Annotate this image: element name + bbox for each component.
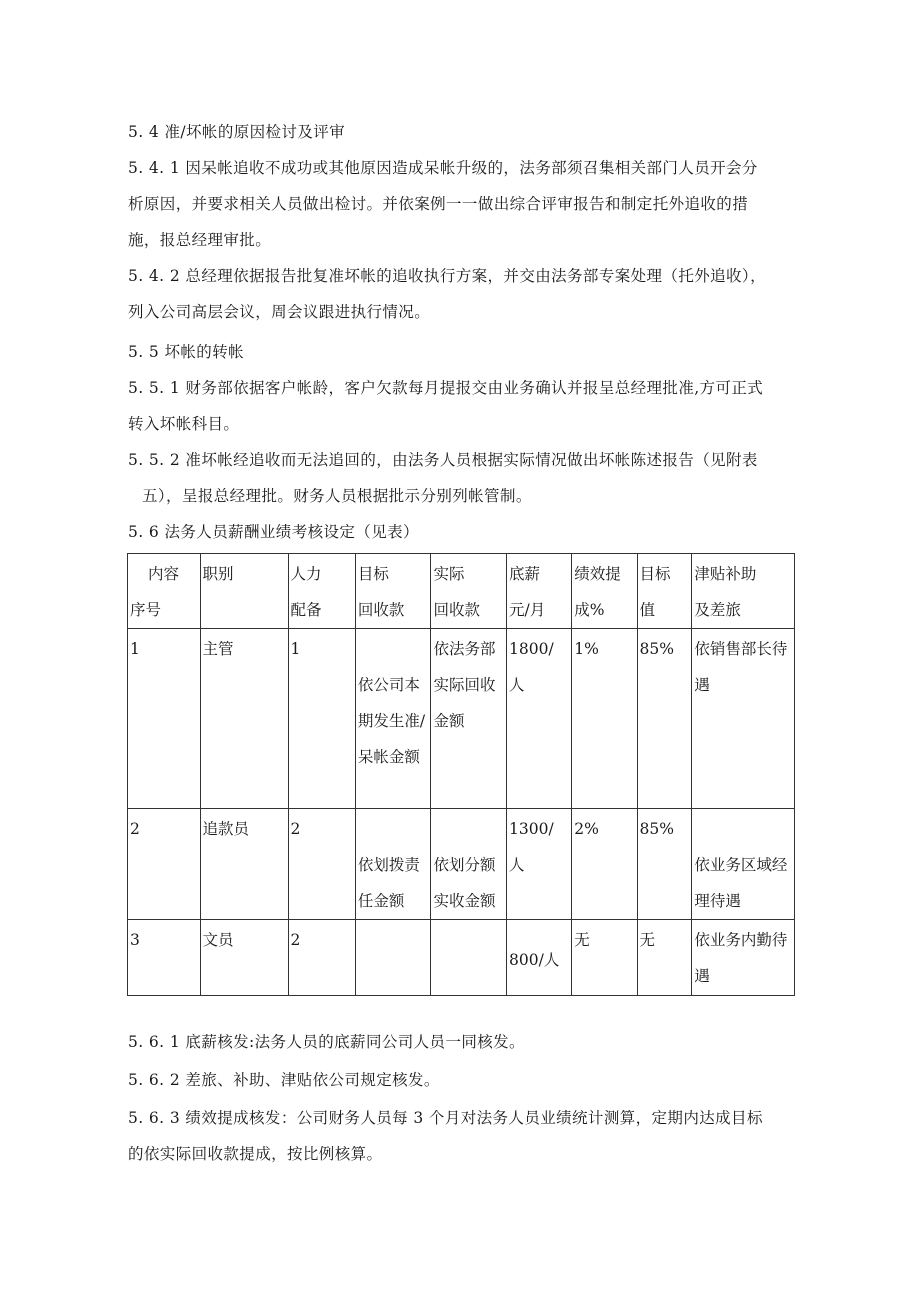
row2-salary-line1: 1300/ — [509, 820, 554, 838]
row1-salary-cell — [507, 629, 572, 809]
row3-salary-line1: 800/人 — [509, 951, 560, 969]
row3-goal: 无 — [637, 920, 692, 996]
header-perf-line2: 成% — [574, 601, 605, 619]
section-5-6-title: 5. 6 法务人员薪酬业绩考核设定（见表） — [128, 523, 419, 541]
header-staff-line1: 人力 — [290, 565, 322, 583]
row2-actual: 依划分额实收金额 — [433, 856, 496, 910]
section-5-5-2-line2: 五），呈报总经理批。财务人员根据批示分别列帐管制。 — [142, 487, 532, 505]
row1-performance: 1% — [572, 629, 637, 809]
table-row — [128, 920, 795, 996]
header-goal-line1: 目标 — [639, 565, 671, 583]
section-5-4-1-line2: 析原因，并要求相关人员做出检讨。并依案例一一做出综合评审报告和制定托外追收的措 — [128, 195, 749, 213]
compensation-table — [127, 553, 795, 996]
row1-target-cell — [355, 629, 431, 809]
section-5-4-2-line2: 列入公司高层会议，周会议跟进执行情况。 — [128, 303, 431, 321]
row2-actual-cell — [431, 809, 507, 920]
header-allow-line2: 及差旅 — [694, 601, 741, 619]
row2-target: 依划拨责任金额 — [357, 856, 420, 910]
section-5-6-2: 5. 6. 2 差旅、补助、津贴依公司规定核发。 — [128, 1071, 440, 1089]
row2-performance: 2% — [572, 809, 637, 920]
header-cell-allowance — [692, 554, 795, 629]
row1-actual: 依法务部实际回收金额 — [431, 629, 507, 809]
section-5-4-1-line1: 5. 4. 1 因呆帐追收不成功或其他原因造成呆帐升级的，法务部须召集相关部门人员开会分 — [128, 159, 758, 177]
row3-staff: 2 — [288, 920, 355, 996]
row3-performance: 无 — [572, 920, 637, 996]
table-row — [128, 629, 795, 809]
row3-number: 3 — [128, 920, 201, 996]
section-5-4-1-line3: 施，报总经理审批。 — [128, 231, 272, 249]
header-perf-line1: 绩效提 — [574, 565, 621, 583]
header-salary-line1: 底薪 — [509, 565, 541, 583]
header-actual-line1: 实际 — [433, 565, 465, 583]
table-header-row — [128, 554, 795, 629]
section-5-6-3-line2: 的依实际回收款提成，按比例核算。 — [128, 1145, 383, 1163]
section-5-6-3-line1: 5. 6. 3 绩效提成核发：公司财务人员每 3 个月对法务人员业绩统计测算，定期内达成目标 — [128, 1109, 763, 1127]
row2-goal: 85% — [637, 809, 692, 920]
header-role-label: 职别 — [202, 565, 234, 583]
row3-allowance: 依业务内勤待遇 — [692, 920, 795, 996]
row1-target: 依公司本期发生准/呆帐金额 — [357, 676, 426, 766]
row2-salary-line2: 人 — [509, 856, 525, 874]
header-cell-target — [355, 554, 431, 629]
row3-target — [355, 920, 431, 996]
header-content-label: 内容 — [148, 565, 180, 583]
header-target-line1: 目标 — [357, 565, 389, 583]
row2-staff: 2 — [288, 809, 355, 920]
row3-role: 文员 — [200, 920, 288, 996]
section-5-5-title: 5. 5 坏帐的转帐 — [128, 343, 245, 361]
row1-salary-line2: 人 — [509, 676, 525, 694]
section-5-5-1-line2: 转入坏帐科目。 — [128, 415, 240, 433]
header-number-label: 序号 — [130, 601, 162, 619]
header-cell-number — [128, 554, 201, 629]
row1-number: 1 — [128, 629, 201, 809]
header-salary-line2: 元/月 — [509, 601, 546, 619]
header-target-line2: 回收款 — [357, 601, 405, 619]
section-5-4-2-line1: 5. 4. 2 总经理依据报告批复准坏帐的追收执行方案，并交由法务部专案处理（托外追收）， — [128, 267, 766, 285]
header-cell-actual — [431, 554, 507, 629]
header-cell-goal — [637, 554, 692, 629]
row1-salary-line1: 1800/ — [509, 640, 554, 658]
row1-staff: 1 — [288, 629, 355, 809]
header-cell-salary — [507, 554, 572, 629]
row2-allowance: 依业务区域经理待遇 — [694, 856, 788, 910]
row1-allowance: 依销售部长待遇 — [692, 629, 795, 809]
row2-salary-cell — [507, 809, 572, 920]
row2-target-cell — [355, 809, 431, 920]
section-5-5-1-line1: 5. 5. 1 财务部依据客户帐龄，客户欠款每月提报交由业务确认并报呈总经理批准,方可正式 — [128, 379, 764, 397]
header-staff-line2: 配备 — [290, 601, 322, 619]
header-allow-line1: 津贴补助 — [694, 565, 757, 583]
section-5-4-title: 5. 4 准/坏帐的原因检讨及评审 — [128, 123, 346, 141]
table-row — [128, 809, 795, 920]
header-cell-performance — [572, 554, 637, 629]
row1-role: 主管 — [200, 629, 288, 809]
row3-actual — [431, 920, 507, 996]
header-cell-role — [200, 554, 288, 629]
section-5-5-2-line1: 5. 5. 2 准坏帐经追收而无法追回的，由法务人员根据实际情况做出坏帐陈述报告（见附表 — [128, 451, 758, 469]
header-goal-line2: 值 — [639, 601, 656, 619]
row3-salary-cell — [507, 920, 572, 996]
row1-goal: 85% — [637, 629, 692, 809]
header-actual-line2: 回收款 — [433, 601, 480, 619]
row2-allowance-cell — [692, 809, 795, 920]
row2-number: 2 — [128, 809, 201, 920]
header-cell-staff — [288, 554, 355, 629]
row2-role: 追款员 — [200, 809, 288, 920]
section-5-6-1: 5. 6. 1 底薪核发:法务人员的底薪同公司人员一同核发。 — [128, 1033, 525, 1051]
